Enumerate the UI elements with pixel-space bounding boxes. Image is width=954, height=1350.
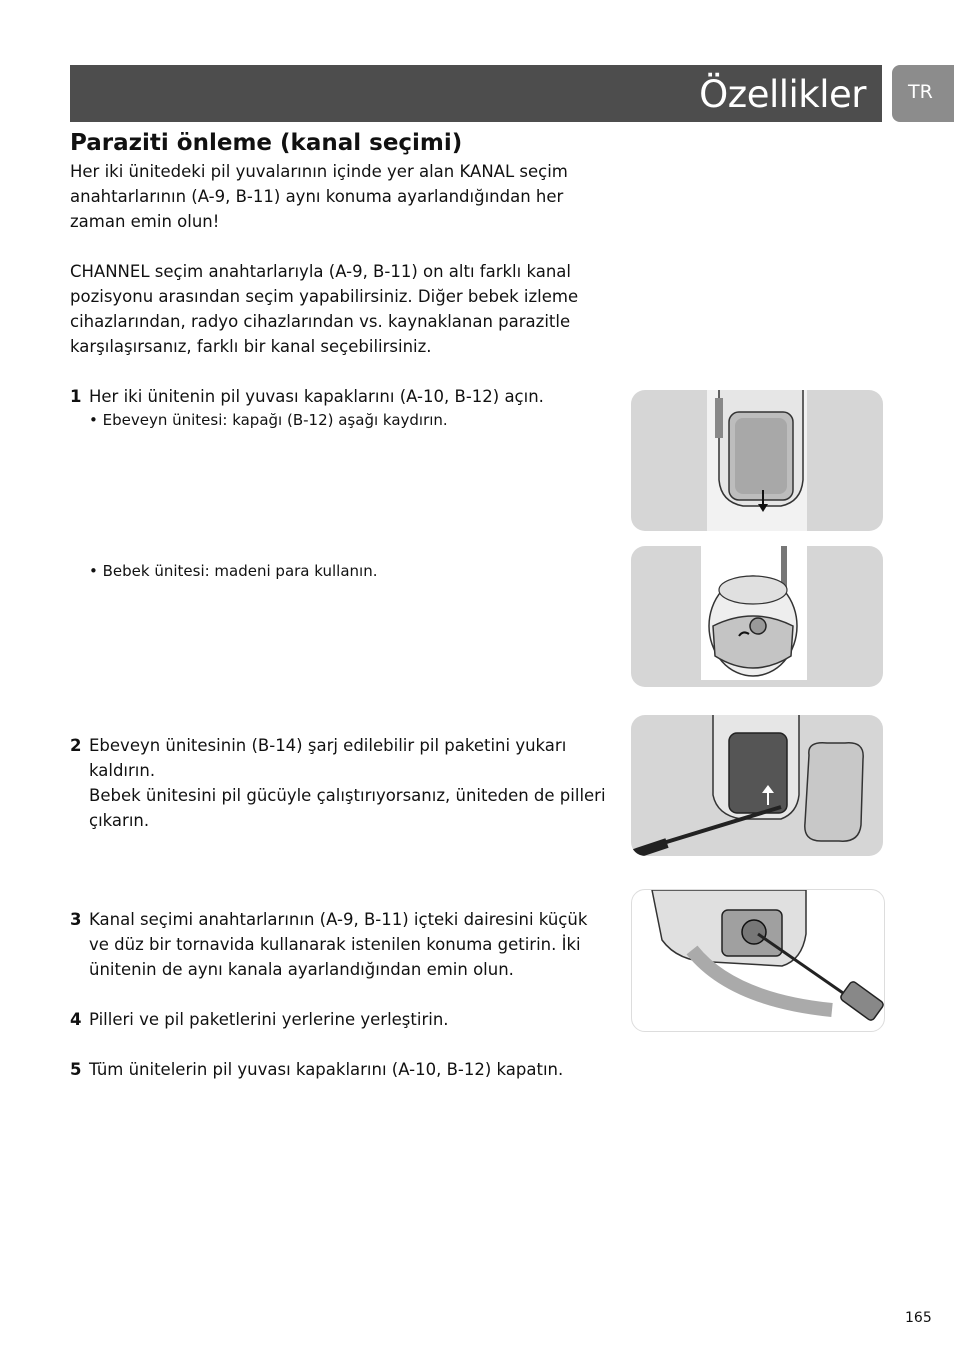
step-text-extra: Bebek ünitesini pil gücüyle çalıştırıyorsanız, üniteden de pilleri çıkarın. bbox=[89, 786, 606, 830]
step-5 bbox=[70, 1057, 610, 1082]
step-4 bbox=[70, 1007, 610, 1032]
step-text: Kanal seçimi anahtarlarının (A-9, B-11) içteki dairesini küçük ve düz bir tornavida kullanarak istenilen konuma getirin. İki ünitenin de aynı kanala ayarlandığından emin olun. bbox=[89, 910, 588, 979]
step-number: 3 bbox=[70, 910, 82, 929]
section-title: Paraziti önleme (kanal seçimi) bbox=[70, 130, 463, 156]
step-2 bbox=[70, 733, 610, 833]
step-number: 1 bbox=[70, 387, 82, 406]
intro-paragraph-1: Her iki ünitedeki pil yuvalarının içinde yer alan KANAL seçim anahtarlarının (A-9, B-11) aynı konuma ayarlandığından her zaman emin olun! bbox=[70, 162, 568, 231]
page-number: 165 bbox=[905, 1310, 932, 1326]
page-title: Özellikler bbox=[699, 73, 866, 116]
illustration-baby-unit-coin bbox=[631, 546, 883, 687]
step-text: Pilleri ve pil paketlerini yerlerine yerleştirin. bbox=[89, 1010, 449, 1029]
step-number: 4 bbox=[70, 1010, 82, 1029]
step-number: 5 bbox=[70, 1060, 82, 1079]
header-bar bbox=[70, 65, 882, 122]
step-text: Ebeveyn ünitesinin (B-14) şarj edilebilir pil paketini yukarı kaldırın. bbox=[89, 736, 567, 780]
step-text: Tüm ünitelerin pil yuvası kapaklarını (A-10, B-12) kapatın. bbox=[89, 1060, 564, 1079]
step-number: 2 bbox=[70, 736, 82, 755]
step-text: Her iki ünitenin pil yuvası kapaklarını (A-10, B-12) açın. bbox=[89, 387, 544, 406]
illustration-battery-lift bbox=[631, 715, 883, 856]
language-tab: TR bbox=[892, 65, 954, 122]
bullet-baby-unit: • Bebek ünitesi: madeni para kullanın. bbox=[89, 562, 378, 580]
illustration-channel-switch bbox=[631, 889, 885, 1032]
step-1 bbox=[70, 384, 610, 409]
step-3 bbox=[70, 907, 610, 982]
intro-paragraph-2: CHANNEL seçim anahtarlarıyla (A-9, B-11) on altı farklı kanal pozisyonu arasından seçim yapabilirsiniz. Diğer bebek izleme cihazlarından, radyo cihazlarından vs. kaynaklanan parazitle karşılaşırsanız, farklı bir kanal seçebilirsiniz. bbox=[70, 262, 579, 356]
illustration-parent-unit-cover bbox=[631, 390, 883, 531]
bullet-parent-unit: • Ebeveyn ünitesi: kapağı (B-12) aşağı kaydırın. bbox=[89, 411, 448, 429]
